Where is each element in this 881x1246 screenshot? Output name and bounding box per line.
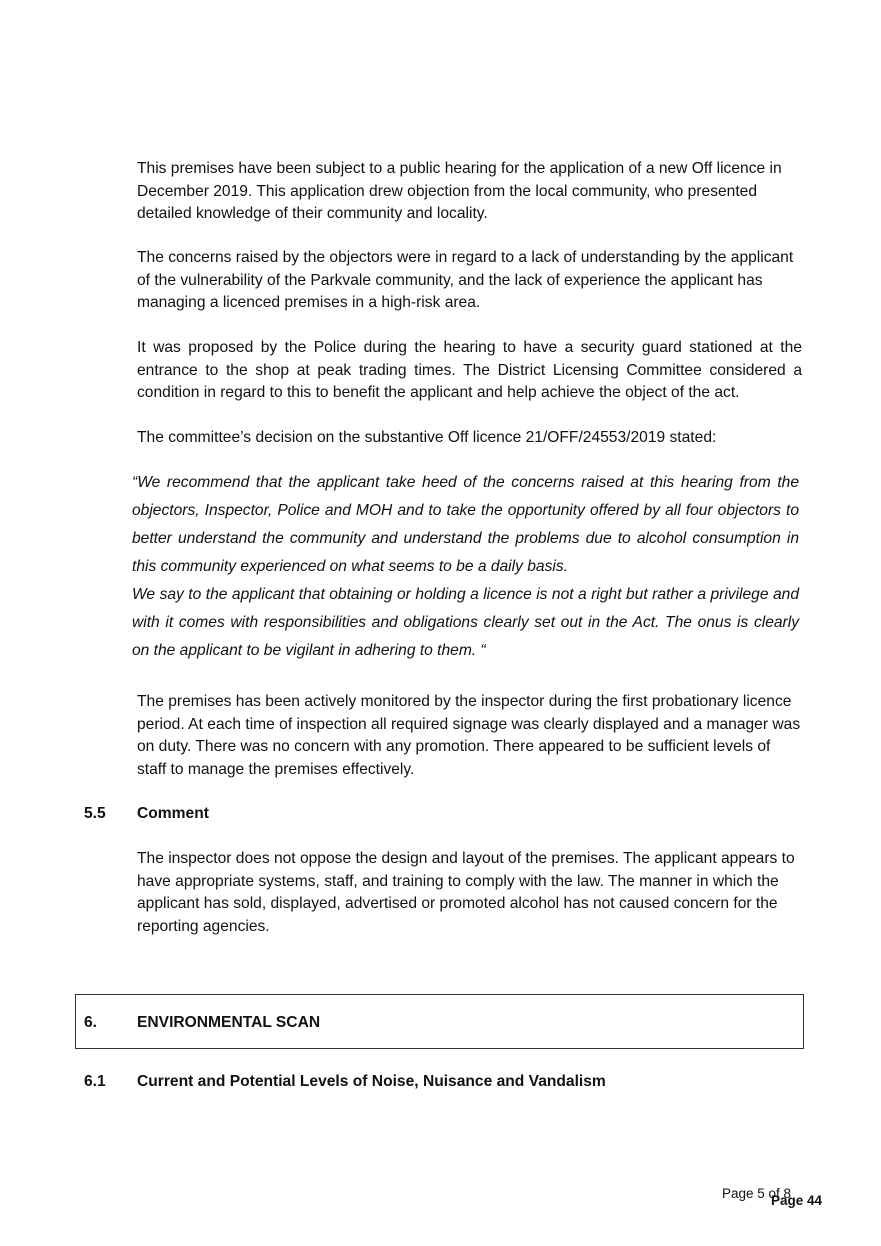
footer-page-number: Page 44 — [771, 1193, 823, 1208]
paragraph-monitoring: The premises has been actively monitored by the inspector during the first probationary licence period. At each time of inspection all required signage was clearly displayed and a manager was on duty. There was no concern with any promotion. There appeared to be sufficient levels of staff to manage the premises effectively. — [137, 693, 801, 778]
section-6-title: ENVIRONMENTAL SCAN — [137, 1014, 321, 1031]
section-5-5-number: 5.5 — [84, 805, 106, 822]
quote-paragraph-1: “We recommend that the applicant take heed of the concerns raised at this hearing from the objectors, Inspector, Police and MOH and to take the opportunity offered by all four objectors to better understand the community and understand the problems due to alcohol consumption in this community experienced on what seems to be a daily basis. — [132, 474, 799, 575]
paragraph-inspector-comment: The inspector does not oppose the design and layout of the premises. The applicant appears to have appropriate systems, staff, and training to comply with the law. The manner in which the applicant has sold, displayed, advertised or promoted alcohol has not caused concern for the reporting agencies. — [137, 850, 795, 935]
section-6-1-title: Current and Potential Levels of Noise, Nuisance and Vandalism — [137, 1073, 606, 1090]
quote-paragraph-2: We say to the applicant that obtaining or holding a licence is not a right but rather a privilege and with it comes with responsibilities and obligations clearly set out in the Act. The onus is clearly on the applicant to be vigilant in adhering to them. “ — [132, 586, 799, 659]
section-6-number: 6. — [84, 1014, 98, 1031]
committee-quote — [132, 469, 799, 665]
paragraph-objector-concerns: The concerns raised by the objectors were in regard to a lack of understanding by the applicant of the vulnerability of the Parkvale community, and the lack of experience the applicant has managing a licenced premises in a high-risk area. — [137, 249, 794, 311]
section-6-1-number: 6.1 — [84, 1073, 106, 1090]
paragraph-police-proposal: It was proposed by the Police during the hearing to have a security guard stationed at the entrance to the shop at peak trading times. The District Licensing Committee considered a condition in regard to this to benefit the applicant and help achieve the object of the act. — [137, 339, 802, 401]
paragraph-committee-decision: The committee’s decision on the substantive Off licence 21/OFF/24553/2019 stated: — [137, 429, 717, 446]
footer-page-of: Page 5 of 8 — [722, 1186, 792, 1201]
section-5-5-title: Comment — [137, 805, 209, 822]
paragraph-hearing-history: This premises have been subject to a public hearing for the application of a new Off licence in December 2019. This application drew objection from the local community, who presented detailed knowledge of their community and locality. — [137, 160, 782, 222]
section-6-heading-box — [75, 994, 804, 1049]
